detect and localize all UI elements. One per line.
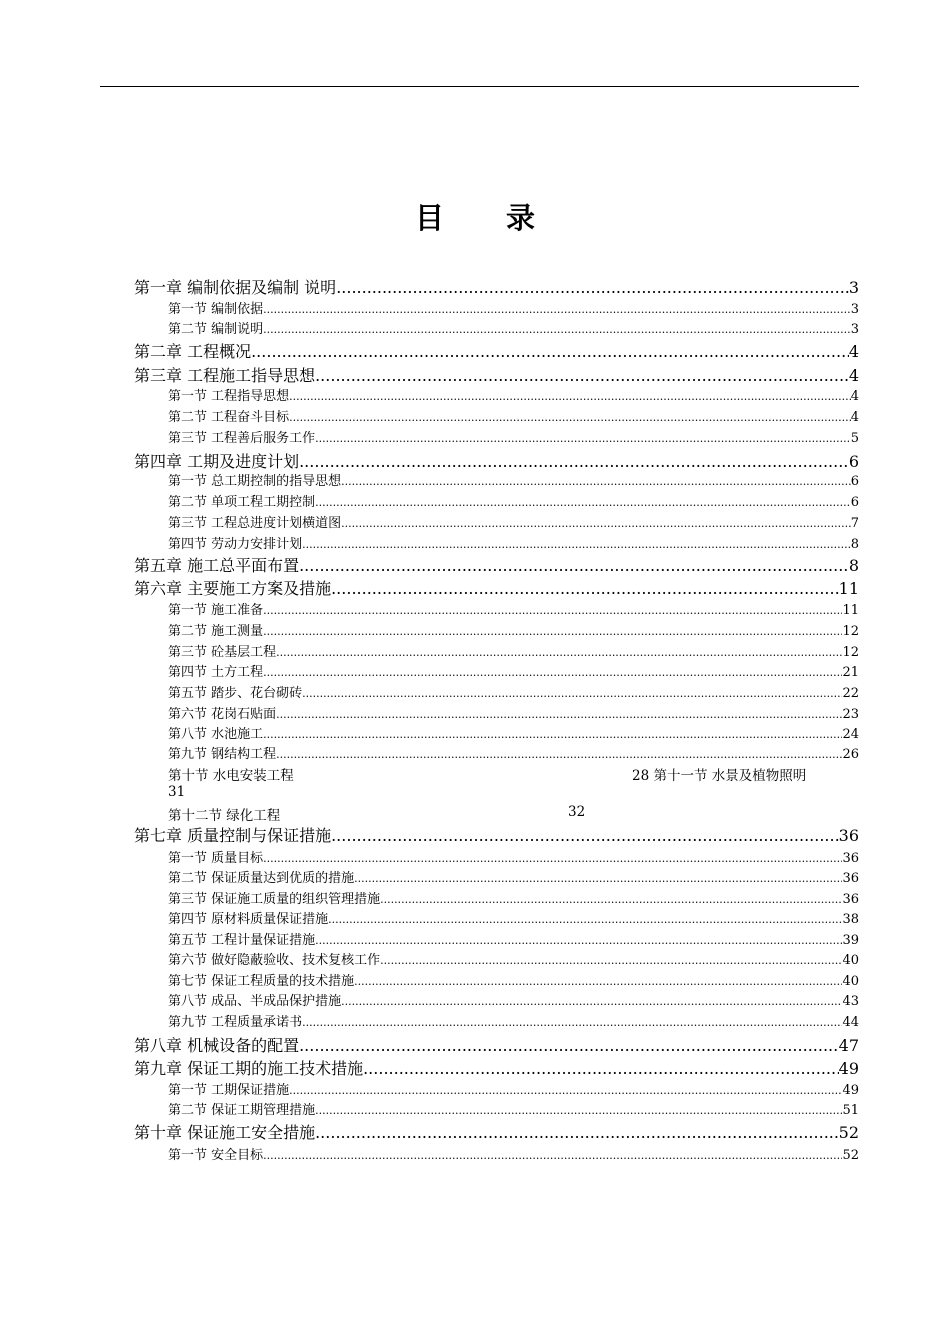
toc-entry-section[interactable] [168,470,859,488]
toc-label: 第一节 编制依据 [168,302,264,316]
toc-label: 第三节 砼基层工程 [168,645,277,659]
toc-entry-chapter[interactable] [134,1056,859,1078]
toc-page-number: 26 [842,747,859,761]
toc-entry-section[interactable] [168,599,859,617]
dot-leader [315,1123,839,1142]
toc-label: 第六章 主要施工方案及措施 [134,579,332,598]
toc-entry-section[interactable] [168,1099,859,1117]
toc-page-number: 49 [842,1083,859,1097]
toc-entry-section[interactable] [168,949,859,967]
toc-page-number: 44 [842,1015,859,1029]
dot-leader [263,728,842,741]
toc-label: 第四章 工期及进度计划 [134,452,300,471]
toc-page-number: 3 [850,322,859,336]
toc-entry-section[interactable] [168,406,859,424]
toc-entry-section[interactable] [168,620,859,638]
dot-leader [302,538,851,551]
dot-leader [302,687,842,700]
toc-entry-section[interactable] [168,491,859,509]
toc-entry-section[interactable] [168,427,859,445]
toc-label: 第二节 单项工程工期控制 [168,495,316,509]
toc-label: 第一节 总工期控制的指导思想 [168,474,342,488]
toc-entry-chapter[interactable] [134,576,859,598]
toc-label: 第七节 保证工程质量的技术措施 [168,974,355,988]
toc-page-31: 31 [168,784,186,800]
toc-page-number: 21 [842,665,859,679]
dot-leader [263,323,851,336]
toc-page-number: 4 [850,410,859,424]
toc-page-32: 32 [568,804,586,820]
toc-entry-section[interactable] [168,641,859,659]
toc-label: 第四节 原材料质量保证措施 [168,912,329,926]
toc-page-number: 43 [842,994,859,1008]
dot-leader [328,913,842,926]
dot-leader [315,496,851,509]
toc-label: 第三节 保证施工质量的组织管理措施 [168,892,381,906]
dot-leader [299,1036,839,1055]
toc-entry-section[interactable] [168,661,859,679]
dot-leader [336,278,849,297]
toc-entry-section[interactable] [168,970,859,988]
toc-entry-section[interactable] [168,847,859,865]
toc-page-number: 36 [842,871,859,885]
dot-leader [341,475,851,488]
toc-label: 第二节 工程奋斗目标 [168,410,290,424]
toc-label: 第九节 钢结构工程 [168,747,277,761]
toc-entry-section[interactable] [168,990,859,1008]
dot-leader [341,517,851,530]
dot-leader [299,452,849,471]
toc-page-number: 52 [842,1148,859,1162]
toc-entry-chapter[interactable] [134,823,859,845]
toc-page-number: 22 [842,686,859,700]
dot-leader [263,625,842,638]
toc-label: 第三节 工程总进度计划横道图 [168,516,342,530]
toc-entry-chapter[interactable] [134,1033,859,1055]
toc-label: 第七章 质量控制与保证措施 [134,826,332,845]
toc-label: 第一章 编制依据及编制 说明 [134,278,337,297]
toc-label: 第二节 保证工期管理措施 [168,1103,316,1117]
toc-entry-section[interactable] [168,385,859,403]
toc-label: 第三节 工程善后服务工作 [168,431,316,445]
toc-label: 第二节 编制说明 [168,322,264,336]
toc-page-number: 6 [850,474,859,488]
dot-leader [363,1059,839,1078]
toc-page-number: 3 [850,302,859,316]
toc-entry-section[interactable] [168,723,859,741]
toc-page-number: 36 [838,826,859,845]
toc-label: 第一节 安全目标 [168,1148,264,1162]
dot-leader [263,1149,842,1162]
toc-page-number: 12 [842,624,859,638]
dot-leader [315,1104,842,1117]
dot-leader [315,366,849,385]
toc-entry-section-10[interactable]: 第十节 水电安装工程 [168,768,294,784]
page-title [0,196,950,237]
toc-page-number: 4 [850,389,859,403]
dot-leader [315,432,851,445]
toc-entry-section[interactable] [168,533,859,551]
toc-label: 第二章 工程概况 [134,342,252,361]
toc-page-number: 40 [842,953,859,967]
toc-label: 第八章 机械设备的配置 [134,1036,300,1055]
toc-page-number: 11 [842,603,859,617]
toc-page-number: 23 [842,707,859,721]
dot-leader [289,390,851,403]
toc-entry-section[interactable] [168,888,859,906]
toc-page-number: 12 [842,645,859,659]
toc-label: 第二节 保证质量达到优质的措施 [168,871,355,885]
toc-entry-section[interactable] [168,743,859,761]
toc-page-number: 5 [850,431,859,445]
toc-entry-section-11[interactable]: 28 第十一节 水景及植物照明 [632,768,807,784]
toc-entry-section[interactable] [168,682,859,700]
dot-leader [289,1084,842,1097]
toc-label: 第四节 土方工程 [168,665,264,679]
toc-page-number: 11 [838,579,859,598]
toc-entry-chapter[interactable] [134,449,859,471]
toc-entry-chapter[interactable] [134,553,859,575]
toc-page-number: 8 [848,556,859,575]
toc-label: 第九章 保证工期的施工技术措施 [134,1059,364,1078]
toc-page-number: 4 [848,342,859,361]
toc-page-number: 6 [848,452,859,471]
dot-leader [315,934,842,947]
toc-page-number: 49 [838,1059,859,1078]
toc-page-number: 47 [838,1036,859,1055]
dot-leader [276,646,842,659]
toc-label: 第八节 水池施工 [168,727,264,741]
toc-label: 第一节 工期保证措施 [168,1083,290,1097]
dot-leader [276,708,842,721]
dot-leader [299,556,849,575]
header-rule [100,86,859,87]
toc-label: 第二节 施工测量 [168,624,264,638]
dot-leader [380,954,842,967]
dot-leader [263,666,842,679]
toc-page-number: 7 [850,516,859,530]
toc-entry-chapter[interactable] [134,1120,859,1142]
toc-page-number: 39 [842,933,859,947]
toc-label: 第六节 花岗石贴面 [168,707,277,721]
toc-entry-section[interactable] [168,318,859,336]
toc-label: 第十章 保证施工安全措施 [134,1123,316,1142]
toc-label: 第六节 做好隐蔽验收、技术复核工作 [168,953,381,967]
dot-leader [289,411,851,424]
dot-leader [380,893,842,906]
toc-page-number: 6 [850,495,859,509]
title-char-1: 目 [414,201,444,235]
dot-leader [302,1016,842,1029]
dot-leader [354,872,842,885]
dot-leader [263,604,842,617]
dot-leader [251,342,849,361]
toc-entry-section[interactable] [168,1144,859,1162]
toc-entry-section[interactable] [168,867,859,885]
toc-label: 第四节 劳动力安排计划 [168,537,303,551]
toc-label: 第一节 工程指导思想 [168,389,290,403]
title-char-2: 录 [506,201,536,235]
toc-page-number: 4 [848,366,859,385]
toc-label: 第一节 施工准备 [168,603,264,617]
toc-page-number: 24 [842,727,859,741]
toc-entry-section[interactable] [168,908,859,926]
toc-entry-chapter[interactable] [134,275,859,297]
toc-entry-section[interactable] [168,703,859,721]
toc-label: 第五章 施工总平面布置 [134,556,300,575]
toc-entry-chapter[interactable] [134,363,859,385]
dot-leader [354,975,842,988]
toc-page-number: 51 [842,1103,859,1117]
toc-entry-section[interactable] [168,1011,859,1029]
toc-entry-section-12[interactable]: 第十二节 绿化工程 [168,808,281,824]
toc-page-number: 8 [850,537,859,551]
toc-entry-section[interactable] [168,298,859,316]
toc-label: 第三章 工程施工指导思想 [134,366,316,385]
toc-page-number: 36 [842,851,859,865]
dot-leader [263,852,842,865]
toc-entry-section[interactable] [168,1079,859,1097]
dot-leader [276,748,842,761]
dot-leader [331,579,839,598]
toc-label: 第五节 踏步、花台砌砖 [168,686,303,700]
toc-page-number: 52 [838,1123,859,1142]
dot-leader [331,826,839,845]
toc-label: 第八节 成品、半成品保护措施 [168,994,342,1008]
toc-page-number: 36 [842,892,859,906]
toc-label: 第五节 工程计量保证措施 [168,933,316,947]
toc-page-number: 3 [848,278,859,297]
toc-label: 第一节 质量目标 [168,851,264,865]
toc-entry-section[interactable] [168,512,859,530]
dot-leader [341,995,842,1008]
toc-page-number: 38 [842,912,859,926]
toc-entry-chapter[interactable] [134,339,859,361]
toc-page-number: 40 [842,974,859,988]
toc-label: 第九节 工程质量承诺书 [168,1015,303,1029]
toc-entry-section[interactable] [168,929,859,947]
dot-leader [263,303,851,316]
